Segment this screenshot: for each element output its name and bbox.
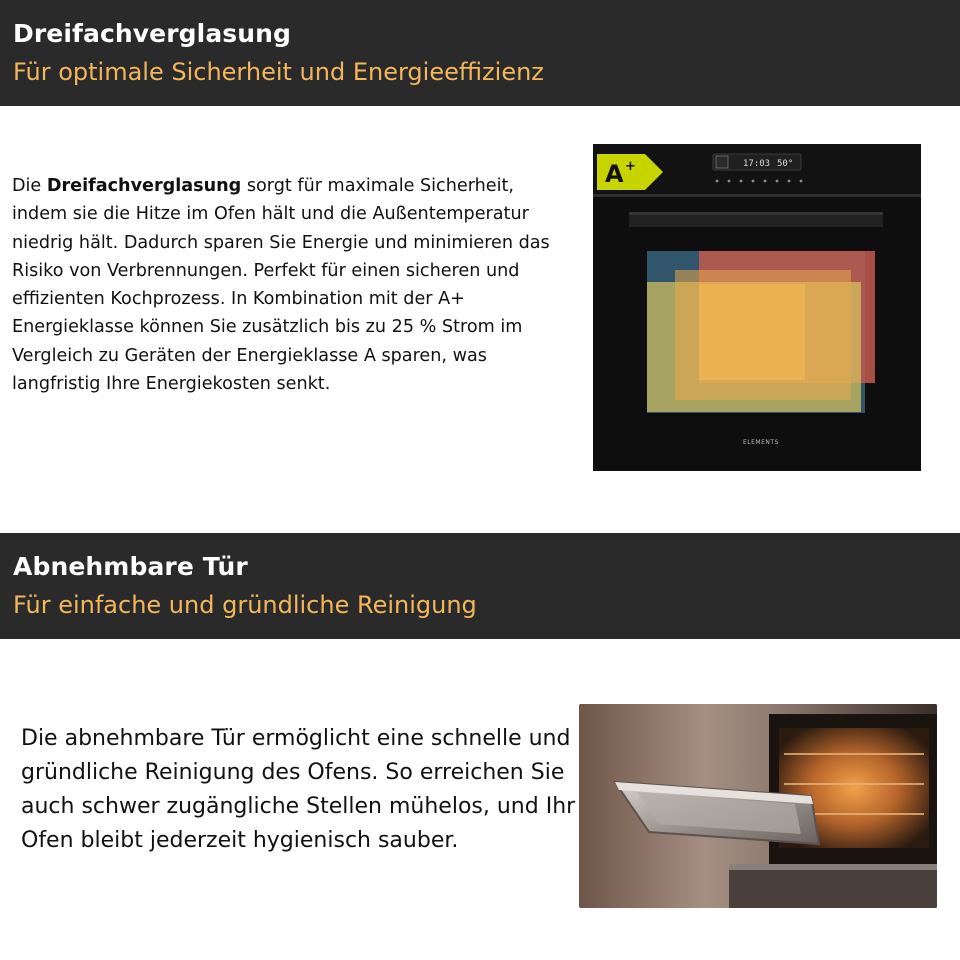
energy-class: A	[605, 160, 624, 188]
brand-logo: ELEMENTS	[743, 439, 779, 446]
oven-open-door-image	[579, 704, 937, 908]
description-lead: Die	[12, 176, 47, 196]
open-door-illustration	[579, 704, 937, 908]
oven-illustration	[593, 144, 921, 471]
description-rest: sorgt für maximale Sicherheit, indem sie die Hitze im Ofen hält und die Außentemperatur niedrig hält. Dadurch sparen Sie Energie und minimieren das Risiko von Verbrennungen. Perfekt für einen sicheren und effizienten Kochprozess. In Kombination mit der A+ Energieklasse können Sie zusätzlich bis zu 25 % Strom im Vergleich zu Geräten der Energieklasse A sparen, was langfristig Ihre Energiekosten senkt.	[12, 176, 550, 395]
section-subtitle: Für einfache und gründliche Reinigung	[13, 591, 477, 619]
section-title: Abnehmbare Tür	[13, 552, 248, 581]
section-header-door	[0, 533, 960, 639]
section-title: Dreifachverglasung	[13, 19, 292, 48]
oven-image	[593, 144, 921, 471]
energy-class-plus: +	[625, 159, 636, 174]
section-subtitle: Für optimale Sicherheit und Energieeffizienz	[13, 58, 544, 86]
section-description	[12, 172, 572, 398]
section-description: Die abnehmbare Tür ermöglicht eine schnelle und gründliche Reinigung des Ofens. So erreichen Sie auch schwer zugängliche Stellen mühelos, und Ihr Ofen bleibt jederzeit hygienisch sauber.	[21, 726, 576, 853]
section-header-glazing	[0, 0, 960, 106]
description-bold-term: Dreifachverglasung	[46, 176, 242, 196]
glass-layer-inner	[699, 284, 805, 380]
display-time: 17:03	[743, 159, 771, 169]
display-temperature: 50°	[777, 159, 794, 169]
